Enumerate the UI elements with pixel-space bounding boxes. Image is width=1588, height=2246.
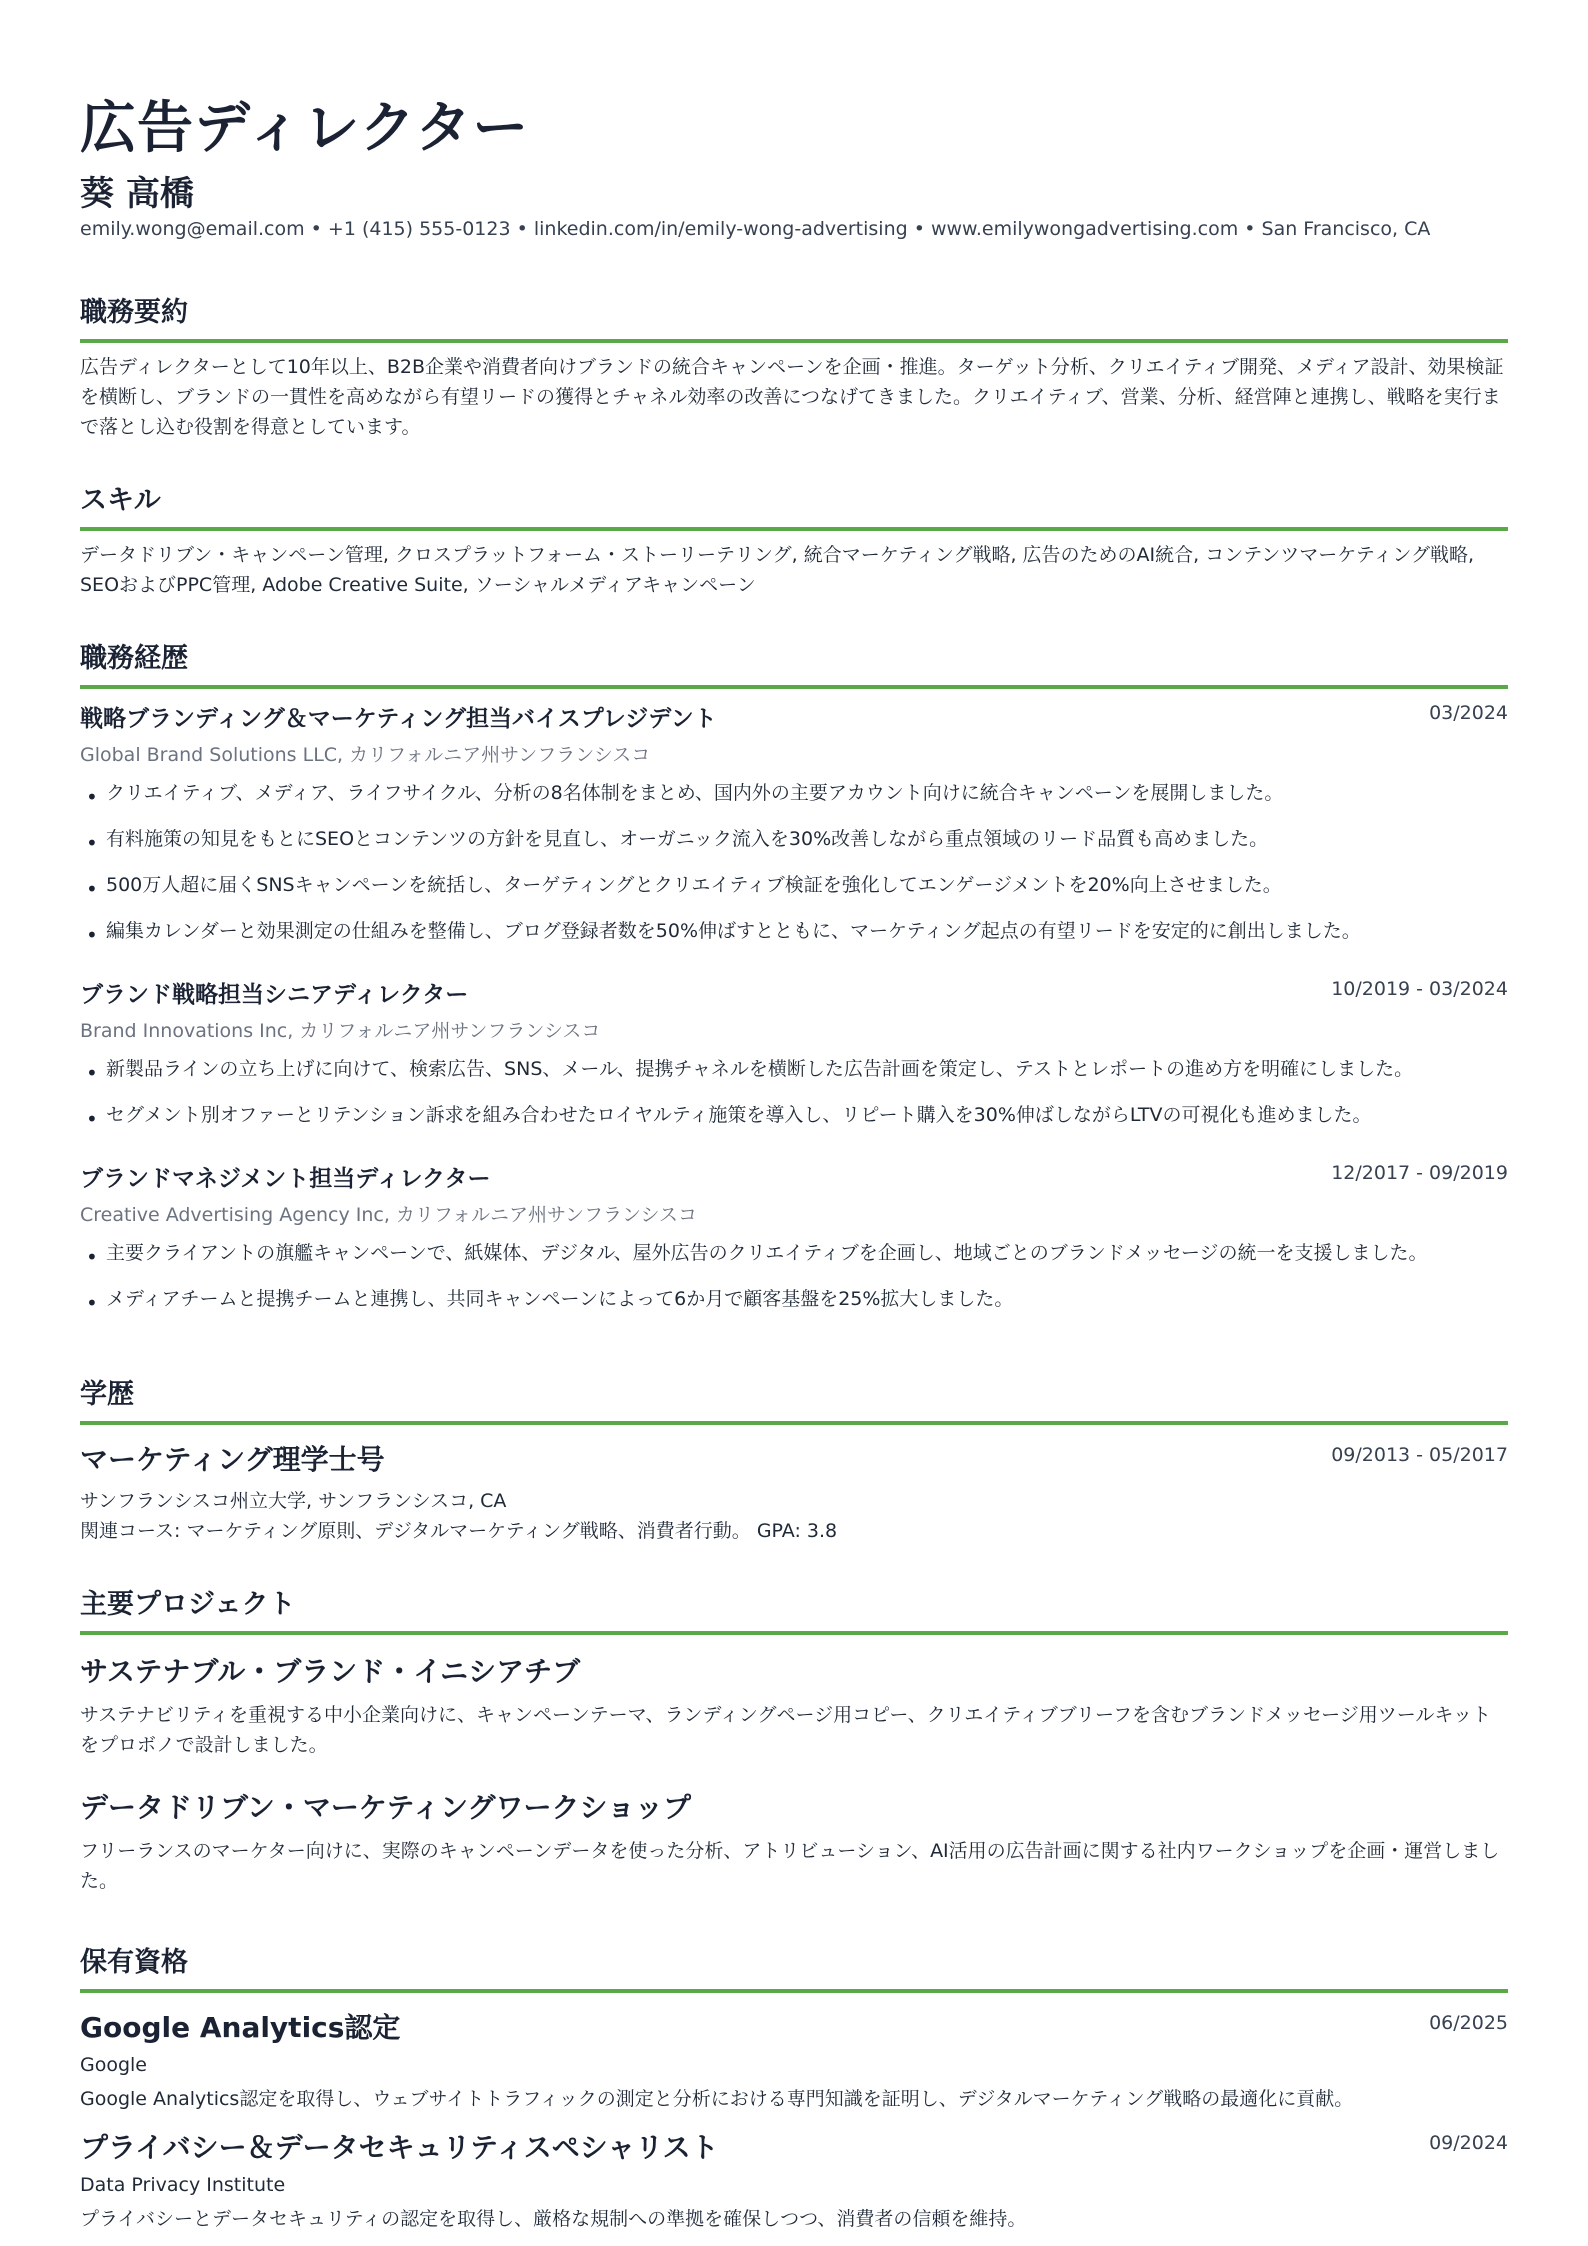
education-date: 09/2013 - 05/2017 <box>1331 1444 1508 1466</box>
contact-line: emily.wong@email.com • +1 (415) 555-0123 • linkedin.com/in/emily-wong-advertising • www.emilywongadvertising.com • San Francisco, CA <box>80 218 1431 240</box>
certifications-heading: 保有資格 <box>80 1940 1508 1993</box>
certification-title: Google Analytics認定 <box>80 2011 401 2044</box>
job-bullet: • メディアチームと提携チームと連携し、共同キャンペーンによって6か月で顧客基盤を25%拡大しました。 <box>80 1284 1508 1330</box>
job-organization: Creative Advertising Agency Inc, カリフォルニア州サンフランシスコ <box>80 1204 697 1226</box>
resume-title: 広告ディレクター <box>80 96 530 161</box>
job-bullet: • 500万人超に届くSNSキャンペーンを統括し、ターゲティングとクリエイティブ検証を強化してエンゲージメントを20%向上させました。 <box>80 870 1508 916</box>
job-bullet: • 主要クライアントの旗艦キャンペーンで、紙媒体、デジタル、屋外広告のクリエイティブを企画し、地域ごとのブランドメッセージの統一を支援しました。 <box>80 1238 1508 1284</box>
school-name: サンフランシスコ州立大学, サンフランシスコ, CA <box>80 1490 507 1512</box>
job-date: 12/2017 - 09/2019 <box>1331 1162 1508 1184</box>
job-bullets <box>80 1238 1508 1330</box>
projects-heading: 主要プロジェクト <box>80 1582 1508 1635</box>
experience-heading: 職務経歴 <box>80 636 1508 689</box>
job-title: 戦略ブランディング＆マーケティング担当バイスプレジデント <box>80 706 717 732</box>
project-title: データドリブン・マーケティングワークショップ <box>80 1791 691 1824</box>
job-bullet: • 新製品ラインの立ち上げに向けて、検索広告、SNS、メール、提携チャネルを横断した広告計画を策定し、テストとレポートの進め方を明確にしました。 <box>80 1054 1508 1100</box>
job-bullet: • クリエイティブ、メディア、ライフサイクル、分析の8名体制をまとめ、国内外の主要アカウント向けに統合キャンペーンを展開しました。 <box>80 778 1508 824</box>
education-heading: 学歴 <box>80 1372 1508 1425</box>
job-date: 10/2019 - 03/2024 <box>1331 978 1508 1000</box>
skills-text: データドリブン・キャンペーン管理, クロスプラットフォーム・ストーリーテリング, 統合マーケティング戦略, 広告のためのAI統合, コンテンツマーケティング戦略, SEOおよびPPC管理, Adobe Creative Suite, ソーシャルメディアキャンペーン <box>80 544 1475 596</box>
project-description: サステナビリティを重視する中小企業向けに、キャンペーンテーマ、ランディングページ用コピー、クリエイティブブリーフを含むブランドメッセージ用ツールキットをプロボノで設計しました。 <box>80 1704 1491 1756</box>
candidate-name: 葵 高橋 <box>80 174 194 214</box>
job-bullet: • セグメント別オファーとリテンション訴求を組み合わせたロイヤルティ施策を導入し、リピート購入を30%伸ばしながらLTVの可視化も進めました。 <box>80 1100 1508 1146</box>
job-bullets <box>80 1054 1508 1146</box>
summary-heading: 職務要約 <box>80 290 1508 343</box>
certification-description: プライバシーとデータセキュリティの認定を取得し、厳格な規制への準拠を確保しつつ、消費者の信頼を維持。 <box>80 2208 1027 2230</box>
job-bullet: • 編集カレンダーと効果測定の仕組みを整備し、ブログ登録者数を50%伸ばすとともに、マーケティング起点の有望リードを安定的に創出しました。 <box>80 916 1508 962</box>
summary-text: 広告ディレクターとして10年以上、B2B企業や消費者向けブランドの統合キャンペーンを企画・推進。ターゲット分析、クリエイティブ開発、メディア設計、効果検証を横断し、ブランドの一貫性を高めながら有望リードの獲得とチャネル効率の改善につなげてきました。クリエイティブ、営業、分析、経営陣と連携し、戦略を実行まで落とし込む役割を得意としています。 <box>80 356 1504 438</box>
job-organization: Global Brand Solutions LLC, カリフォルニア州サンフランシスコ <box>80 744 651 766</box>
skills-heading: スキル <box>80 478 1508 531</box>
certification-date: 09/2024 <box>1429 2132 1508 2154</box>
certification-title: プライバシー＆データセキュリティスペシャリスト <box>80 2131 719 2164</box>
project-title: サステナブル・ブランド・イニシアチブ <box>80 1655 581 1688</box>
certification-description: Google Analytics認定を取得し、ウェブサイトトラフィックの測定と分析における専門知識を証明し、デジタルマーケティング戦略の最適化に貢献。 <box>80 2088 1354 2110</box>
certification-date: 06/2025 <box>1429 2012 1508 2034</box>
job-organization: Brand Innovations Inc, カリフォルニア州サンフランシスコ <box>80 1020 601 1042</box>
project-description: フリーランスのマーケター向けに、実際のキャンペーンデータを使った分析、アトリビューション、AI活用の広告計画に関する社内ワークショップを企画・運営しました。 <box>80 1840 1500 1892</box>
job-date: 03/2024 <box>1429 702 1508 724</box>
degree-title: マーケティング理学士号 <box>80 1443 385 1476</box>
job-title: ブランド戦略担当シニアディレクター <box>80 982 469 1008</box>
certification-issuer: Data Privacy Institute <box>80 2174 286 2196</box>
education-courses: 関連コース: マーケティング原則、デジタルマーケティング戦略、消費者行動。 GPA: 3.8 <box>80 1520 838 1542</box>
job-bullets <box>80 778 1508 962</box>
job-bullet: • 有料施策の知見をもとにSEOとコンテンツの方針を見直し、オーガニック流入を30%改善しながら重点領域のリード品質も高めました。 <box>80 824 1508 870</box>
certification-issuer: Google <box>80 2054 148 2076</box>
job-title: ブランドマネジメント担当ディレクター <box>80 1166 491 1192</box>
